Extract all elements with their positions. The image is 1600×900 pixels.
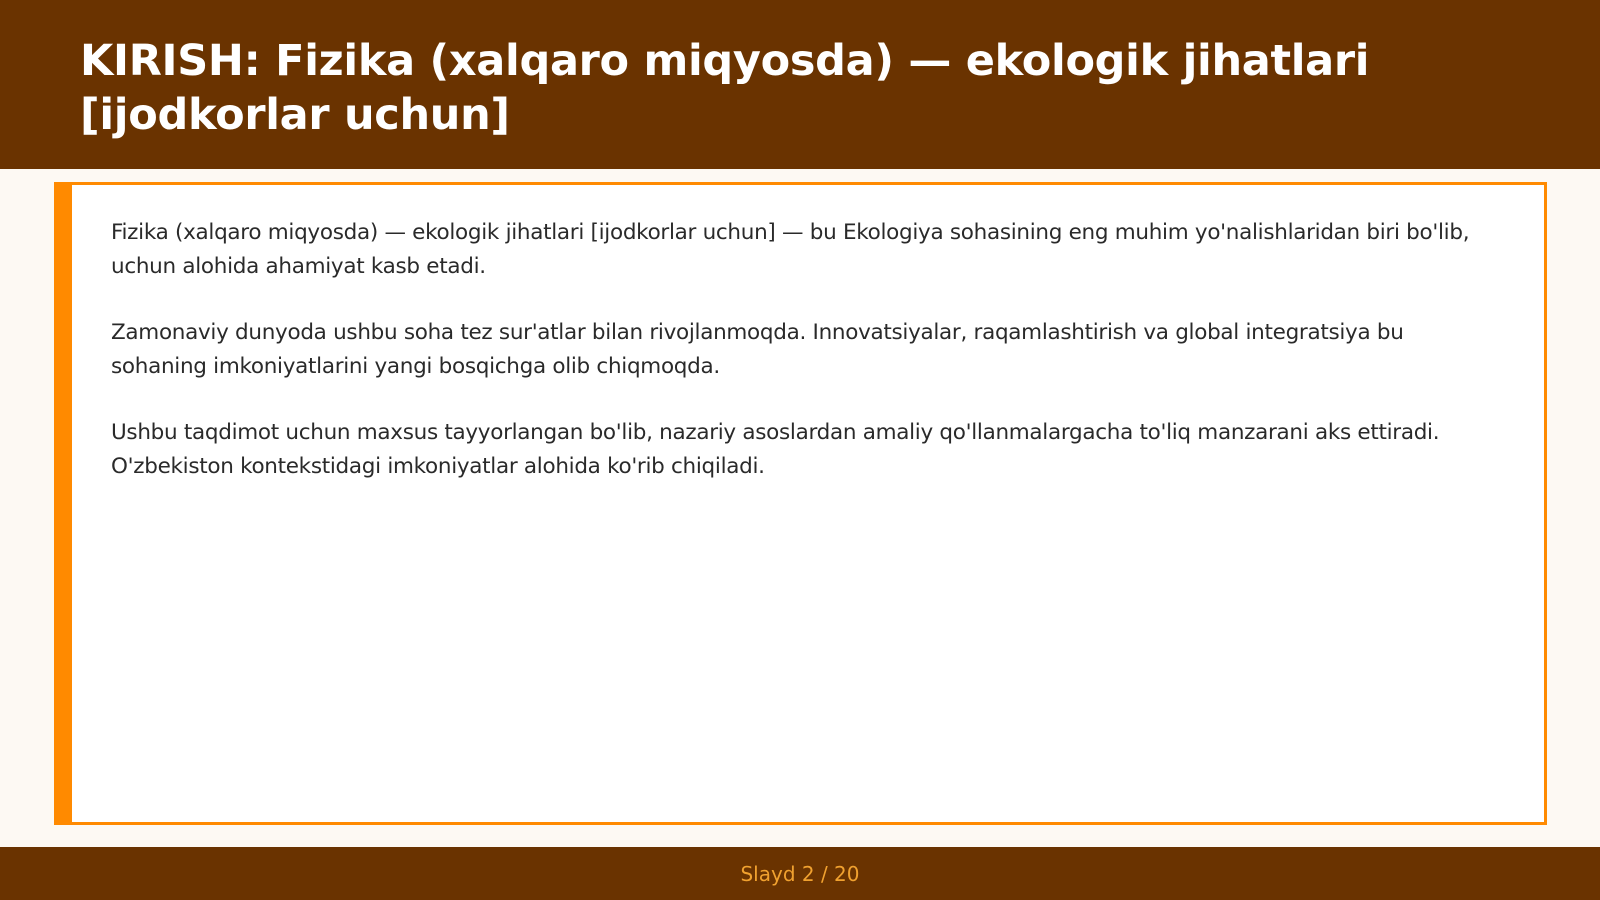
- slide-counter: Slayd 2 / 20: [740, 861, 860, 886]
- slide-title: KIRISH: Fizika (xalqaro miqyosda) — ekologik jihatlari [ijodkorlar uchun]: [80, 36, 1370, 140]
- slide-header: [0, 0, 1600, 169]
- content-card: [54, 182, 1547, 825]
- intro-paragraph-3: Ushbu taqdimot uchun maxsus tayyorlangan bo'lib, nazariy asoslardan amaliy qo'llanmalargacha to'liq manzarani aks ettiradi. O'zbekiston kontekstidagi imkoniyatlar alohida ko'rib chiqiladi.: [111, 420, 1440, 479]
- intro-paragraph-1: Fizika (xalqaro miqyosda) — ekologik jihatlari [ijodkorlar uchun] — bu Ekologiya sohasining eng muhim yo'nalishlaridan biri bo'lib, uchun alohida ahamiyat kasb etadi.: [111, 220, 1470, 279]
- intro-paragraph-2: Zamonaviy dunyoda ushbu soha tez sur'atlar bilan rivojlanmoqda. Innovatsiyalar, raqamlashtirish va global integratsiya bu sohaning imkoniyatlarini yangi bosqichga olib chiqmoqda.: [111, 320, 1404, 379]
- slide-footer: [0, 847, 1600, 900]
